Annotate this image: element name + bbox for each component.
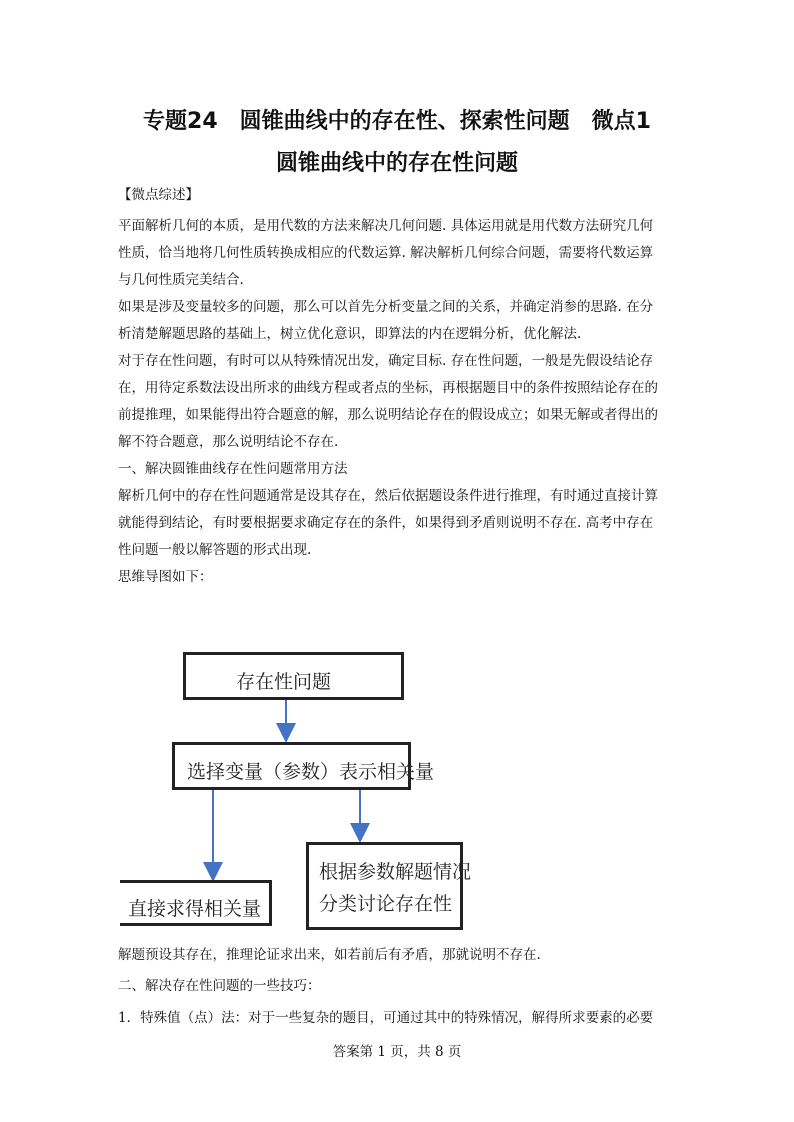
flowchart-box-choose-variable (172, 742, 435, 790)
paragraph-line: 平面解析几何的本质，是用代数的方法来解决几何问题. 具体运用就是用代数方法研究几何 (118, 218, 654, 234)
section-heading: 【微点综述】 (118, 187, 199, 203)
flowchart-box-classify (306, 842, 472, 930)
flowchart-box-existence (183, 652, 404, 700)
paragraph-line: 就能得到结论，有时要根据要求确定存在的条件，如果得到矛盾则说明不存在. 高考中存在 (118, 515, 654, 531)
subsection-heading: 一、解决圆锥曲线存在性问题常用方法 (118, 461, 348, 477)
paragraph-line: 在，用待定系数法设出所求的曲线方程或者点的坐标，再根据题目中的条件按照结论存在的 (118, 380, 658, 396)
page-title-line-2: 圆锥曲线中的存在性问题 (275, 151, 518, 176)
paragraph-line: 前提推理，如果能得出符合题意的解，那么说明结论存在的假设成立；如果无解或者得出的 (118, 407, 658, 423)
paragraph-line: 析清楚解题思路的基础上，树立优化意识，即算法的内在逻辑分析，优化解法. (118, 326, 582, 342)
flowchart-box-label: 分类讨论存在性 (319, 893, 453, 915)
flowchart-box-label: 选择变量（参数）表示相关量 (187, 761, 435, 783)
flowchart-box-label: 根据参数解题情况 (319, 861, 472, 883)
page-title-line-1: 专题24 圆锥曲线中的存在性、探索性问题 微点1 (143, 109, 651, 134)
paragraph-line: 解题预设其存在，推理论证求出来，如若前后有矛盾，那就说明不存在. (118, 947, 541, 963)
page-footer: 答案第 1 页，共 8 页 (332, 1044, 462, 1060)
paragraph-line: 对于存在性问题，有时可以从特殊情况出发，确定目标. 存在性问题，一般是先假设结论存 (118, 353, 654, 369)
paragraph-line: 解析几何中的存在性问题通常是设其存在，然后依据题设条件进行推理，有时通过直接计算 (118, 488, 658, 504)
paragraph-line: 性质，恰当地将几何性质转换成相应的代数运算. 解决解析几何综合问题，需要将代数运算 (118, 245, 654, 261)
paragraph-line: 如果是涉及变量较多的问题，那么可以首先分析变量之间的关系，并确定消参的思路. 在分 (118, 299, 654, 315)
mindmap-intro: 思维导图如下： (118, 569, 213, 585)
paragraph-line: 解不符合题意，那么说明结论不存在. (118, 434, 339, 450)
paragraph-line: 1．特殊值（点）法：对于一些复杂的题目，可通过其中的特殊情况，解得所求要素的必要 (118, 1010, 654, 1026)
flowchart-box-label: 存在性问题 (236, 671, 332, 693)
flowchart-box-direct-solve (120, 880, 272, 926)
subsection-heading: 二、解决存在性问题的一些技巧： (118, 978, 321, 994)
paragraph-line: 性问题一般以解答题的形式出现. (118, 542, 312, 558)
paragraph-line: 与几何性质完美结合. (118, 272, 244, 288)
flowchart-box-label: 直接求得相关量 (128, 898, 262, 920)
